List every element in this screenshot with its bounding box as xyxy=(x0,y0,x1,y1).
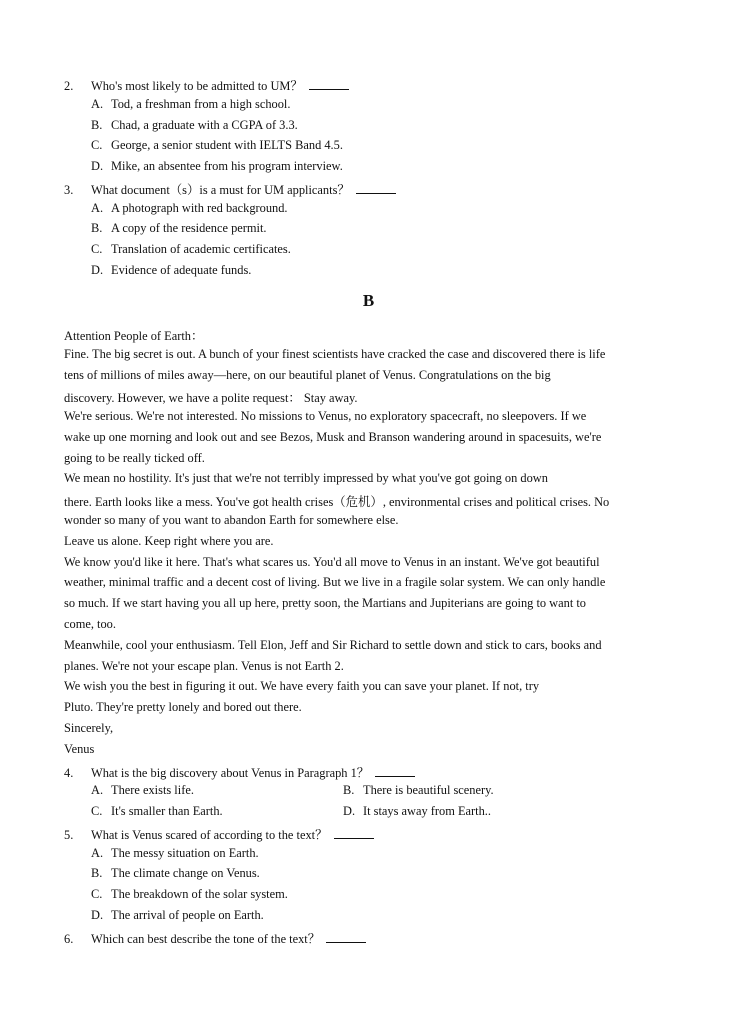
question-text: What is the big discovery about Venus in Paragraph 1？ xyxy=(91,766,370,780)
option-text: The climate change on Venus. xyxy=(111,866,260,880)
passage-line: Sincerely, xyxy=(64,721,114,735)
question-number: 3. xyxy=(64,183,74,197)
option-letter: D. xyxy=(91,263,104,277)
option-d xyxy=(91,263,251,278)
option-b xyxy=(91,221,267,236)
passage-line: We mean no hostility. It's just that we're not terribly impressed by what you've got going on down xyxy=(64,471,548,485)
question-text: Who's most likely to be admitted to UM？ xyxy=(91,79,303,93)
option-letter: B. xyxy=(91,866,103,880)
option-text: George, a senior student with IELTS Band 4.5. xyxy=(111,138,343,152)
answer-blank[interactable] xyxy=(375,766,415,777)
passage-line: planes. We're not your escape plan. Venus is not Earth 2. xyxy=(64,659,344,673)
option-text: Evidence of adequate funds. xyxy=(111,263,252,277)
question-text: What document（s）is a must for UM applicants？ xyxy=(91,183,350,197)
answer-blank[interactable] xyxy=(309,79,349,90)
question-number: 6. xyxy=(64,932,74,946)
option-c xyxy=(91,138,343,153)
answer-blank[interactable] xyxy=(334,828,374,839)
option-b xyxy=(343,783,494,798)
option-d xyxy=(343,804,491,819)
option-text: There is beautiful scenery. xyxy=(363,783,494,797)
option-a xyxy=(91,783,194,798)
passage-line: We wish you the best in figuring it out. We have every faith you can save your planet. If not, try xyxy=(64,679,540,693)
option-letter: D. xyxy=(343,804,356,818)
question-6 xyxy=(64,929,366,947)
passage-line: going to be really ticked off. xyxy=(64,451,205,465)
passage-line: We know you'd like it here. That's what scares us. You'd all move to Venus in an instant. We've got beautiful xyxy=(64,555,600,569)
passage-line: Venus xyxy=(64,742,95,756)
option-letter: A. xyxy=(91,201,104,215)
option-letter: B. xyxy=(343,783,355,797)
option-text: The messy situation on Earth. xyxy=(111,846,259,860)
passage-line: discovery. However, we have a polite request： Stay away. xyxy=(64,391,358,405)
question-text: What is Venus scared of according to the text？ xyxy=(91,828,328,842)
passage-line: come, too. xyxy=(64,617,116,631)
option-letter: C. xyxy=(91,804,103,818)
option-a xyxy=(91,201,288,216)
option-text: A copy of the residence permit. xyxy=(111,221,267,235)
option-letter: D. xyxy=(91,159,104,173)
question-number: 5. xyxy=(64,828,74,842)
option-text: A photograph with red background. xyxy=(111,201,288,215)
option-b xyxy=(91,866,260,881)
option-text: The arrival of people on Earth. xyxy=(111,908,264,922)
passage-line: there. Earth looks like a mess. You've got health crises（危机）, environmental crises and political crises. No xyxy=(64,495,610,509)
passage-line: tens of millions of miles away—here, on our beautiful planet of Venus. Congratulations on the big xyxy=(64,368,551,382)
question-2 xyxy=(64,76,349,94)
option-letter: C. xyxy=(91,138,103,152)
passage-line: Leave us alone. Keep right where you are. xyxy=(64,534,274,548)
option-letter: A. xyxy=(91,846,104,860)
option-c xyxy=(91,242,291,257)
question-3 xyxy=(64,180,396,198)
question-5 xyxy=(64,825,374,843)
option-letter: A. xyxy=(91,783,104,797)
option-letter: A. xyxy=(91,97,104,111)
passage-line: Attention People of Earth： xyxy=(64,329,204,343)
question-4 xyxy=(64,763,415,781)
option-text: It's smaller than Earth. xyxy=(111,804,223,818)
passage-line: weather, minimal traffic and a decent cost of living. But we live in a fragile solar system. We can only handle xyxy=(64,575,606,589)
option-letter: B. xyxy=(91,118,103,132)
option-c xyxy=(91,804,223,819)
option-d xyxy=(91,908,264,923)
passage-line: so much. If we start having you all up here, pretty soon, the Martians and Jupiterians are going to want to xyxy=(64,596,587,610)
option-b xyxy=(91,118,298,133)
answer-blank[interactable] xyxy=(326,932,366,943)
option-text: Chad, a graduate with a CGPA of 3.3. xyxy=(111,118,298,132)
question-text: Which can best describe the tone of the text？ xyxy=(91,932,321,946)
passage-line: We're serious. We're not interested. No missions to Venus, no exploratory spacecraft, no sleepovers. If we xyxy=(64,409,587,423)
option-a xyxy=(91,97,290,112)
option-letter: C. xyxy=(91,887,103,901)
section-heading: B xyxy=(362,291,375,310)
passage-line: Fine. The big secret is out. A bunch of your finest scientists have cracked the case and discovered there is life xyxy=(64,347,606,361)
question-number: 4. xyxy=(64,766,74,780)
option-letter: B. xyxy=(91,221,103,235)
passage-line: Meanwhile, cool your enthusiasm. Tell Elon, Jeff and Sir Richard to settle down and stick to cars, books and xyxy=(64,638,602,652)
option-letter: C. xyxy=(91,242,103,256)
option-text: Tod, a freshman from a high school. xyxy=(111,97,291,111)
option-text: It stays away from Earth.. xyxy=(363,804,491,818)
passage-line: Pluto. They're pretty lonely and bored out there. xyxy=(64,700,302,714)
option-d xyxy=(91,159,343,174)
option-a xyxy=(91,846,259,861)
passage-line: wake up one morning and look out and see Bezos, Musk and Branson wandering around in spacesuits, we're xyxy=(64,430,602,444)
option-c xyxy=(91,887,288,902)
passage-line: wonder so many of you want to abandon Earth for somewhere else. xyxy=(64,513,399,527)
option-text: The breakdown of the solar system. xyxy=(111,887,288,901)
question-number: 2. xyxy=(64,79,74,93)
option-text: There exists life. xyxy=(111,783,194,797)
option-text: Mike, an absentee from his program interview. xyxy=(111,159,343,173)
answer-blank[interactable] xyxy=(356,183,396,194)
option-letter: D. xyxy=(91,908,104,922)
option-text: Translation of academic certificates. xyxy=(111,242,291,256)
